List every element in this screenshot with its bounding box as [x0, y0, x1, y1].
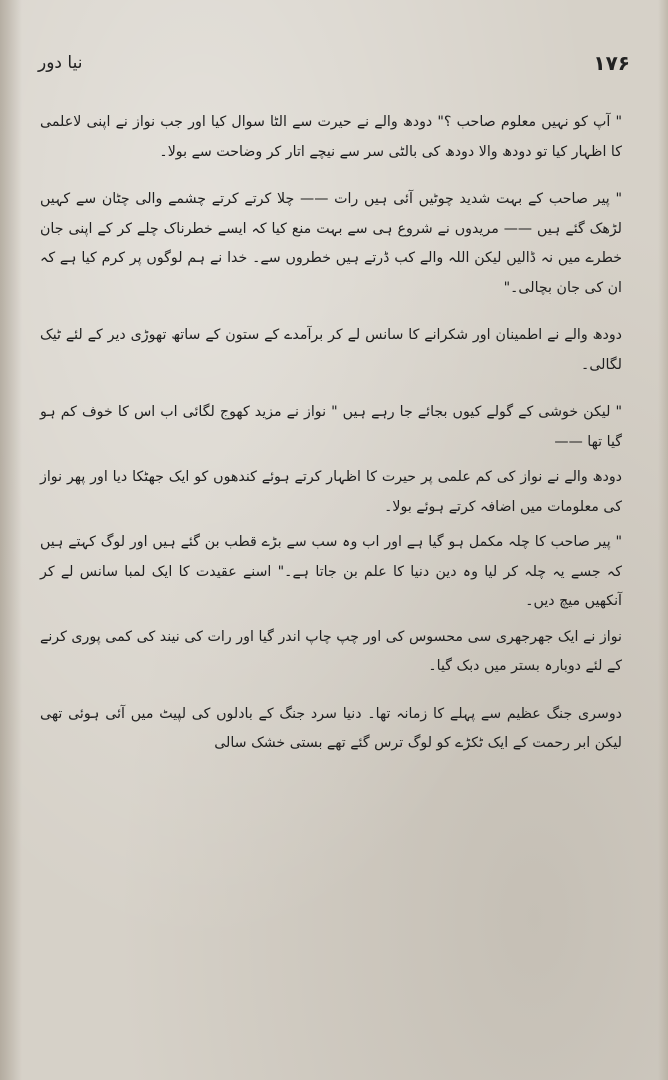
page-number: ۱۷۶ — [593, 51, 630, 75]
story-text — [40, 108, 622, 1040]
paragraph-3: دودھ والے نے اطمینان اور شکرانے کا سانس لے کر برآمدے کے ستون کے ساتھ تھوڑی دیر کے لئے ٹیک لگالی۔ — [40, 327, 622, 373]
paragraph-5: دودھ والے نے نواز کی کم علمی پر حیرت کا اظہار کرتے ہوئے کندھوں کو ایک جھٹکا دیا اور پھر نواز کی معلومات میں اضافہ کرتے ہوئے بولا۔ — [40, 469, 622, 515]
journal-title: نیا دور — [38, 53, 83, 73]
page-edge-shadow — [658, 0, 668, 1080]
running-header — [38, 48, 630, 78]
paragraph-4: " لیکن خوشی کے گولے کیوں بجائے جا رہے ہیں " نواز نے مزید کھوج لگائی اب اس کا خوف کم ہو گیا تھا —— — [40, 404, 622, 450]
paragraph-2: " پیر صاحب کے بہت شدید چوٹیں آئی ہیں رات —— چلا کرتے کرتے چشمے والی چٹان سے کہیں لڑھک گئے ہیں —— مریدوں نے شروع ہی سے بہت منع کیا کہ ایسے خطرناک چلے کر کے اپنی جان خطرے میں نہ ڈالیں لیکن اللہ والے کب ڈرتے ہیں خطروں سے۔ خدا نے ہم لوگوں پر کرم کیا ہے کہ ان کی جان بچالی۔" — [40, 191, 622, 296]
paragraph-6: " پیر صاحب کا چلہ مکمل ہو گیا ہے اور اب وہ سب سے بڑے قطب بن گئے ہیں اور لوگ کہتے ہیں کہ جسے یہ چلہ کر لیا وہ دین دنیا کا علم بن جاتا ہے۔" اسنے عقیدت کا ایک لمبا سانس لے کر آنکھیں میچ دیں۔ — [40, 534, 622, 609]
page-edge-shadow — [0, 0, 22, 1080]
paragraph-8: دوسری جنگ عظیم سے پہلے کا زمانہ تھا۔ دنیا سرد جنگ کے بادلوں کی لپیٹ میں آئی ہوئی تھی لیکن ابر رحمت کے ایک ٹکڑے کو لوگ ترس گئے تھے بستی خشک سالی — [40, 705, 622, 751]
paragraph-1: " آپ کو نہیں معلوم صاحب ؟" دودھ والے نے حیرت سے الٹا سوال کیا اور جب نواز نے اپنی لاعلمی کا اظہار کیا تو دودھ والا دودھ کی بالٹی سر سے نیچے اتار کر وضاحت سے بولا۔ — [40, 114, 622, 160]
paragraph-7: نواز نے ایک جھرجھری سی محسوس کی اور چپ چاپ اندر گیا اور رات کی نیند کی کمی پوری کرنے کے لئے دوبارہ بستر میں دبک گیا۔ — [40, 628, 622, 674]
